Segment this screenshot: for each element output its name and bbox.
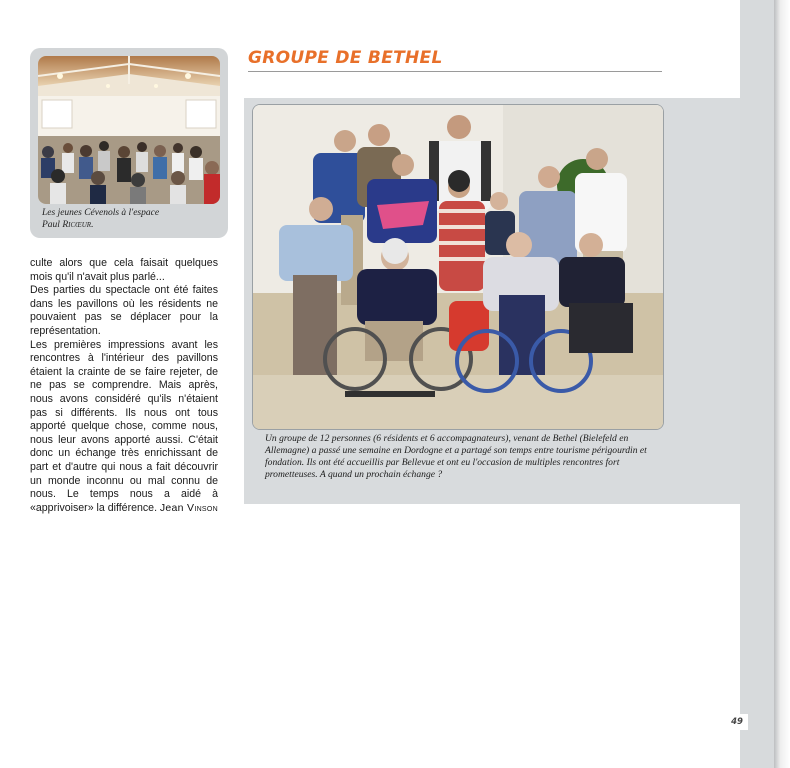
author-first-name: Jean (159, 502, 188, 514)
group-photo (252, 104, 664, 430)
thumbnail-caption (42, 207, 222, 231)
body-paragraph: Les premières impressions avant les rencontres à l'intérieur des pavillons étaient la crainte de se faire rejeter, de ne pas se comprendre. Mais après, nous avons considéré qu'ils n'étaient pas si différents. Ils nous ont tous apporté quelque chose, comme nous, nous leur avons apporté aussi. C'était donc un échange très enrichissant de part et d'autre qui nous a fait découvrir un monde inconnu ou mal connu de nous. Le temps nous a aidé à «apprivoiser» la différence. (30, 338, 218, 514)
body-paragraph: culte alors que cela faisait quelques mois qu'il n'avait plus parlé... (30, 257, 218, 283)
page-margin-right (740, 0, 776, 768)
author-signature (30, 502, 218, 514)
thumbnail-caption-name: Ricœur. (62, 220, 94, 230)
section-title: GROUPE DE BETHEL (248, 48, 443, 68)
thumbnail-caption-line2: Paul (42, 220, 63, 230)
article-body (30, 257, 218, 515)
thumbnail-card (30, 48, 228, 238)
title-underline (248, 71, 662, 72)
group-photo-illustration (253, 105, 663, 429)
hall-audience-illustration (38, 56, 220, 204)
author-last-name: Vinson (187, 502, 218, 514)
photo-caption: Un groupe de 12 personnes (6 résidents et 6 accompagnateurs), venant de Bethel (Bielefeld en Allemagne) a passé une semaine en Dordogne et a partagé son temps entre tourisme périgourdin et fondation. Ils ont été accueillis par Bellevue et ont eu l'occasion de multiples rencontres fort prometteuses. A quand un prochain échange ? (265, 433, 647, 480)
hall-audience-photo (38, 56, 220, 204)
page-number: 49 (726, 714, 748, 730)
book-spine (774, 0, 790, 768)
body-paragraph: Des parties du spectacle ont été faites dans les pavillons où les résidents ne pouvaient pas se déplacer pour la représentation. (30, 284, 218, 337)
thumbnail-caption-line1: Les jeunes Cévenols à l'espace (42, 208, 160, 218)
